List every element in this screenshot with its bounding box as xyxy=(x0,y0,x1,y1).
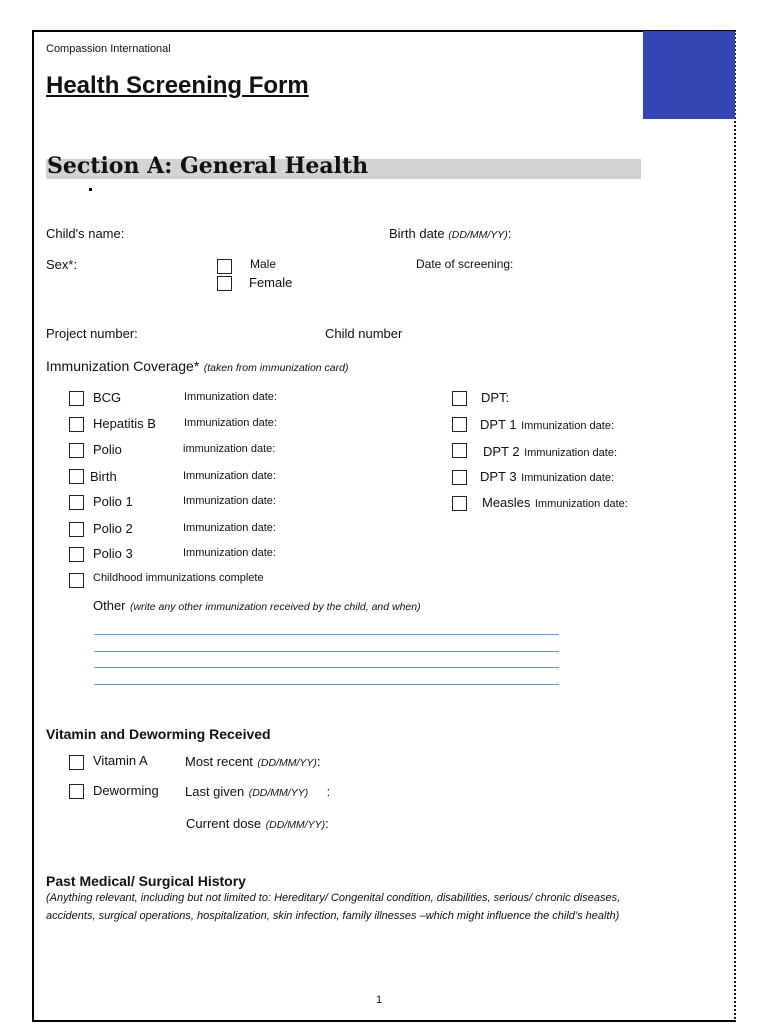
male-label: Male xyxy=(250,257,277,271)
current-dose-row xyxy=(186,815,329,833)
dpt-3-row xyxy=(480,468,614,486)
most-recent-colon: : xyxy=(316,754,321,769)
bcg-label: BCG xyxy=(93,390,122,405)
hepatitis-b-label: Hepatitis B xyxy=(93,416,156,431)
dpt-label: DPT: xyxy=(481,390,510,405)
last-given-colon: : xyxy=(326,784,331,799)
male-checkbox[interactable] xyxy=(217,259,232,274)
sex-label: Sex*: xyxy=(46,257,78,272)
immunizations-complete-checkbox[interactable] xyxy=(69,573,84,588)
write-line-1[interactable] xyxy=(94,634,559,635)
deworming-label: Deworming xyxy=(93,783,159,798)
dpt-checkbox[interactable] xyxy=(452,391,467,406)
current-dose-format: (DD/MM/YY) xyxy=(265,819,326,831)
most-recent-row xyxy=(185,753,321,771)
last-given-label: Last given xyxy=(185,784,245,799)
dpt-3-checkbox[interactable] xyxy=(452,470,467,485)
corner-color-block xyxy=(643,31,735,119)
dpt-2-date-label: Immunization date: xyxy=(524,447,617,459)
medical-history-note-line-2: accidents, surgical operations, hospitalization, skin infection, family illnesses –which might influence the child’s health) xyxy=(46,910,620,922)
other-label: Other xyxy=(93,598,126,613)
polio-date-label: immunization date: xyxy=(183,443,276,455)
measles-checkbox[interactable] xyxy=(452,496,467,511)
polio-1-checkbox[interactable] xyxy=(69,495,84,510)
polio-3-label: Polio 3 xyxy=(93,546,133,561)
write-line-4[interactable] xyxy=(94,684,559,685)
stray-mark xyxy=(89,188,92,191)
medical-history-heading: Past Medical/ Surgical History xyxy=(46,873,246,889)
other-note: (write any other immunization received by the child, and when) xyxy=(129,601,421,613)
dpt-3-label: DPT 3 xyxy=(480,469,517,484)
measles-date-label: Immunization date: xyxy=(534,498,628,510)
immunizations-complete-label: Childhood immunizations complete xyxy=(93,572,264,584)
immunization-heading xyxy=(46,358,348,376)
current-dose-colon: : xyxy=(325,816,329,831)
polio-3-date-label: Immunization date: xyxy=(183,547,276,559)
write-line-3[interactable] xyxy=(94,667,559,668)
polio-2-checkbox[interactable] xyxy=(69,522,84,537)
dpt-1-date-label: Immunization date: xyxy=(521,420,614,432)
organization-name: Compassion International xyxy=(46,43,171,55)
polio-1-label: Polio 1 xyxy=(93,494,133,509)
immunization-heading-star: * xyxy=(193,358,200,374)
child-name-label: Child's name: xyxy=(46,226,125,241)
birth-date-label xyxy=(389,226,511,241)
child-number-label: Child number xyxy=(325,326,403,341)
vitamin-a-label: Vitamin A xyxy=(93,753,148,768)
birth-label: Birth xyxy=(90,469,117,484)
medical-history-note-line-1: (Anything relevant, including but not limited to: Hereditary/ Congenital condition, disabilities, serious/ chronic diseases, xyxy=(46,892,621,904)
other-immunization-label xyxy=(93,597,421,615)
date-of-screening-label: Date of screening: xyxy=(416,257,514,271)
immunization-heading-text: Immunization Coverage xyxy=(46,358,194,374)
polio-2-date-label: Immunization date: xyxy=(183,522,276,534)
dpt-1-checkbox[interactable] xyxy=(452,417,467,432)
write-line-2[interactable] xyxy=(94,651,559,652)
polio-label: Polio xyxy=(93,442,122,457)
measles-row xyxy=(482,494,628,512)
form-title: Health Screening Form xyxy=(46,72,309,99)
bcg-checkbox[interactable] xyxy=(69,391,84,406)
immunization-heading-note: (taken from immunization card) xyxy=(203,362,349,374)
dpt-1-label: DPT 1 xyxy=(480,417,517,432)
current-dose-label: Current dose xyxy=(186,816,262,831)
birth-date-format: (DD/MM/YY) xyxy=(448,229,508,241)
dpt-2-label: DPT 2 xyxy=(483,444,520,459)
birth-checkbox[interactable] xyxy=(69,469,84,484)
vitamin-deworming-heading: Vitamin and Deworming Received xyxy=(46,726,271,742)
polio-1-date-label: Immunization date: xyxy=(183,495,276,507)
bcg-date-label: Immunization date: xyxy=(184,391,277,403)
most-recent-format: (DD/MM/YY) xyxy=(257,757,317,769)
dpt-2-row xyxy=(483,443,617,461)
polio-2-label: Polio 2 xyxy=(93,521,133,536)
hepatitis-b-checkbox[interactable] xyxy=(69,417,84,432)
female-label: Female xyxy=(249,275,293,290)
dpt-1-row xyxy=(480,416,614,434)
measles-label: Measles xyxy=(482,495,531,510)
polio-3-checkbox[interactable] xyxy=(69,547,84,562)
vitamin-a-checkbox[interactable] xyxy=(69,755,84,770)
deworming-checkbox[interactable] xyxy=(69,784,84,799)
birth-date-label: Immunization date: xyxy=(183,470,276,482)
last-given-row xyxy=(185,783,330,801)
hepatitis-b-date-label: Immunization date: xyxy=(184,417,277,429)
dpt-2-checkbox[interactable] xyxy=(452,443,467,458)
polio-checkbox[interactable] xyxy=(69,443,84,458)
dpt-3-date-label: Immunization date: xyxy=(521,472,614,484)
birth-date-text: Birth date xyxy=(389,226,445,241)
section-a-title: Section A: General Health xyxy=(47,153,369,179)
most-recent-label: Most recent xyxy=(185,754,253,769)
birth-date-colon: : xyxy=(507,226,512,241)
page-number: 1 xyxy=(376,994,383,1006)
last-given-format: (DD/MM/YY) xyxy=(248,787,309,799)
female-checkbox[interactable] xyxy=(217,276,232,291)
project-number-label: Project number: xyxy=(46,326,138,341)
